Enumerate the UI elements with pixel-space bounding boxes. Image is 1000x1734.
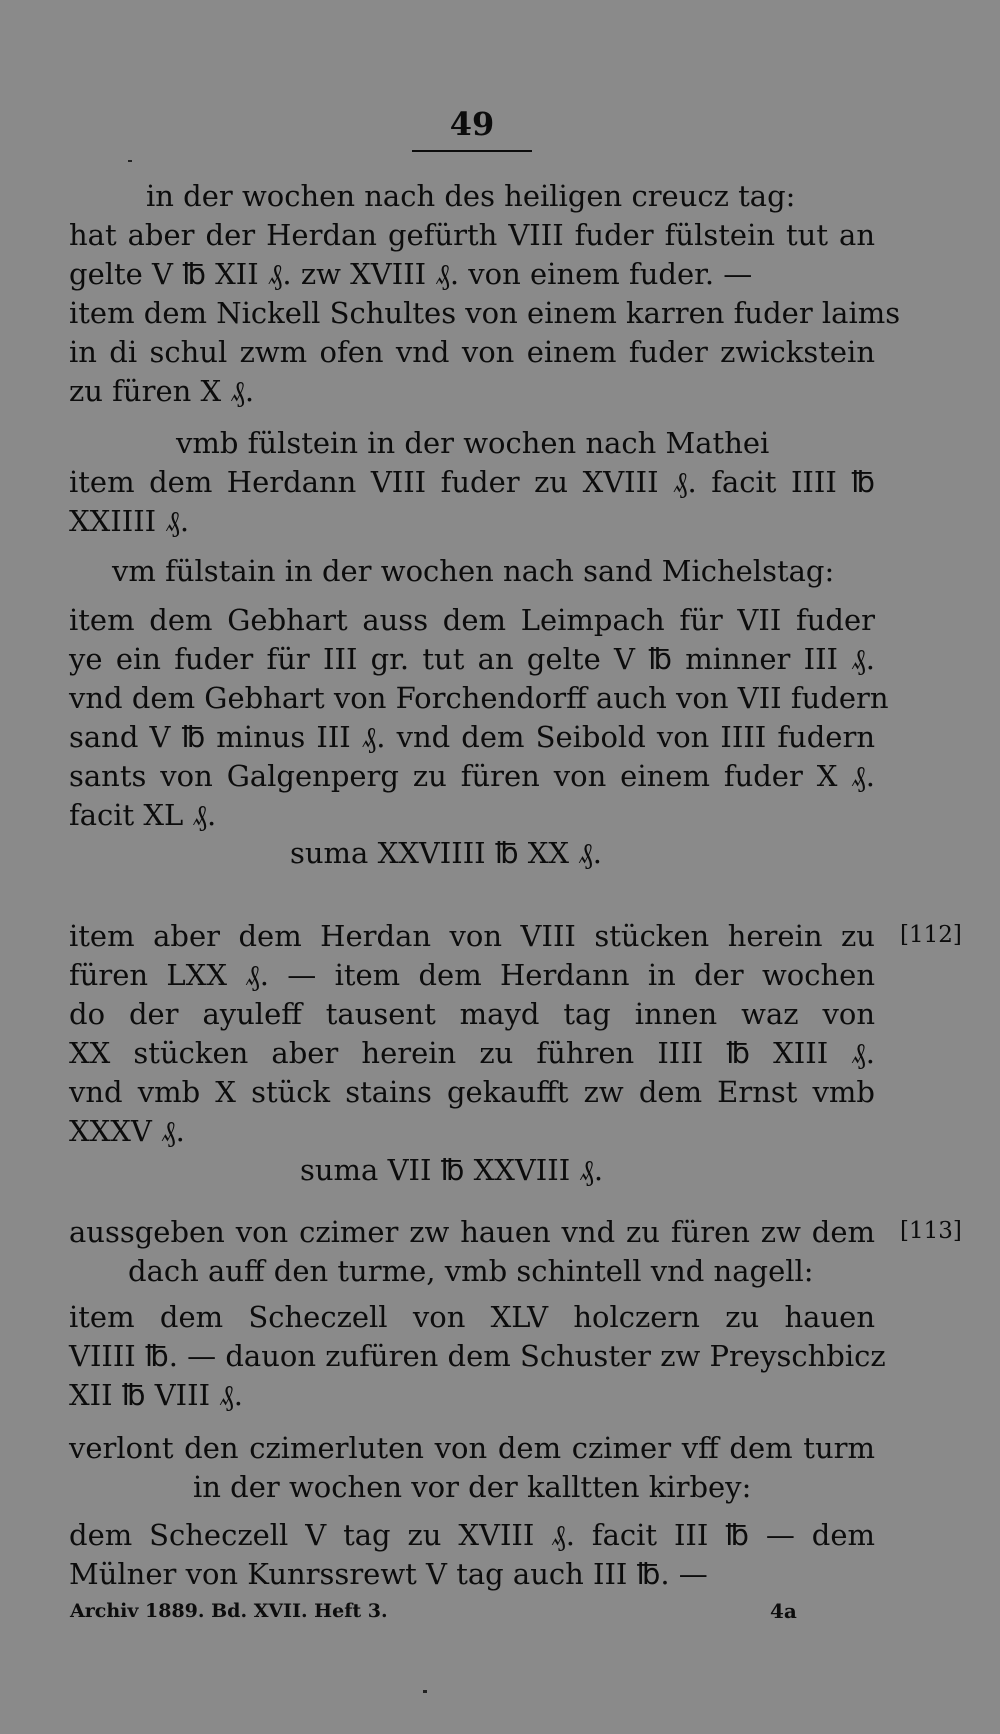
text-line: in di schul zwm ofen vnd von einem fuder zwickstein [69, 335, 875, 369]
text-line: sand V ℔ minus III ₰. vnd dem Seibold von IIII fudern [69, 720, 875, 754]
text-line: item aber dem Herdan von VIII stücken herein zu [69, 919, 875, 953]
text-line: ye ein fuder für III gr. tut an gelte V ℔ minner III ₰. [69, 642, 875, 676]
text-line: item dem Herdann VIII fuder zu XVIII ₰. facit IIII ℔ [69, 465, 875, 499]
text-line: item dem Nickell Schultes von einem karren fuder laims [69, 296, 901, 330]
sum-line: suma VII ℔ XXVIII ₰. [300, 1153, 604, 1187]
section-heading: in der wochen vor der kalltten kirbey: [193, 1470, 752, 1504]
section-heading: vm fülstain in der wochen nach sand Michelstag: [112, 554, 835, 588]
text-line: hat aber der Herdan gefürth VIII fuder fülstein tut an [69, 218, 875, 252]
text-line: item dem Scheczell von XLV holczern zu hauen [69, 1300, 875, 1334]
text-line: Mülner von Kunrssrewt V tag auch III ℔. — [69, 1557, 708, 1591]
text-line: gelte V ℔ XII ₰. zw XVIII ₰. von einem fuder. — [69, 257, 753, 291]
text-line: item dem Gebhart auss dem Leimpach für VII fuder [69, 603, 875, 637]
text-line: VIIII ℔. — dauon zufüren dem Schuster zw Preyschbicz [69, 1339, 886, 1373]
footer-signature-mark: 4a [770, 1599, 797, 1623]
section-heading: dach auff den turme, vmb schintell vnd nagell: [128, 1254, 814, 1288]
section-heading: aussgeben von czimer zw hauen vnd zu füren zw dem [69, 1215, 875, 1249]
footer-citation: Archiv 1889. Bd. XVII. Heft 3. [70, 1600, 388, 1622]
text-line: XXXV ₰. [69, 1114, 185, 1148]
text-line: füren LXX ₰. — item dem Herdann in der wochen [69, 958, 875, 992]
text-line: do der ayuleff tausent mayd tag innen waz von [69, 997, 875, 1031]
section-heading: vmb fülstein in der wochen nach Mathei [176, 426, 770, 460]
text-line: XXIIII ₰. [69, 504, 190, 538]
text-line: vnd dem Gebhart von Forchendorff auch von VII fudern [69, 681, 889, 715]
text-line: vnd vmb X stück stains gekaufft zw dem Ernst vmb [69, 1075, 875, 1109]
page-number: 49 [412, 98, 532, 152]
text-line: XII ℔ VIII ₰. [69, 1378, 243, 1412]
margin-reference: [113] [900, 1218, 962, 1244]
section-heading: verlont den czimerluten von dem czimer vff dem turm [69, 1431, 875, 1465]
text-line: zu füren X ₰. [69, 374, 255, 408]
print-speck [423, 1690, 427, 1693]
text-line: dem Scheczell V tag zu XVIII ₰. facit III ℔ — dem [69, 1518, 875, 1552]
sum-line: suma XXVIIII ℔ XX ₰. [290, 836, 603, 870]
text-line: facit XL ₰. [69, 798, 217, 832]
print-speck [128, 160, 132, 162]
text-line: sants von Galgenperg zu füren von einem fuder X ₰. [69, 759, 875, 793]
text-line: XX stücken aber herein zu führen IIII ℔ XIII ₰. [69, 1036, 875, 1070]
margin-reference: [112] [900, 922, 962, 948]
text-line: in der wochen nach des heiligen creucz tag: [146, 179, 796, 213]
